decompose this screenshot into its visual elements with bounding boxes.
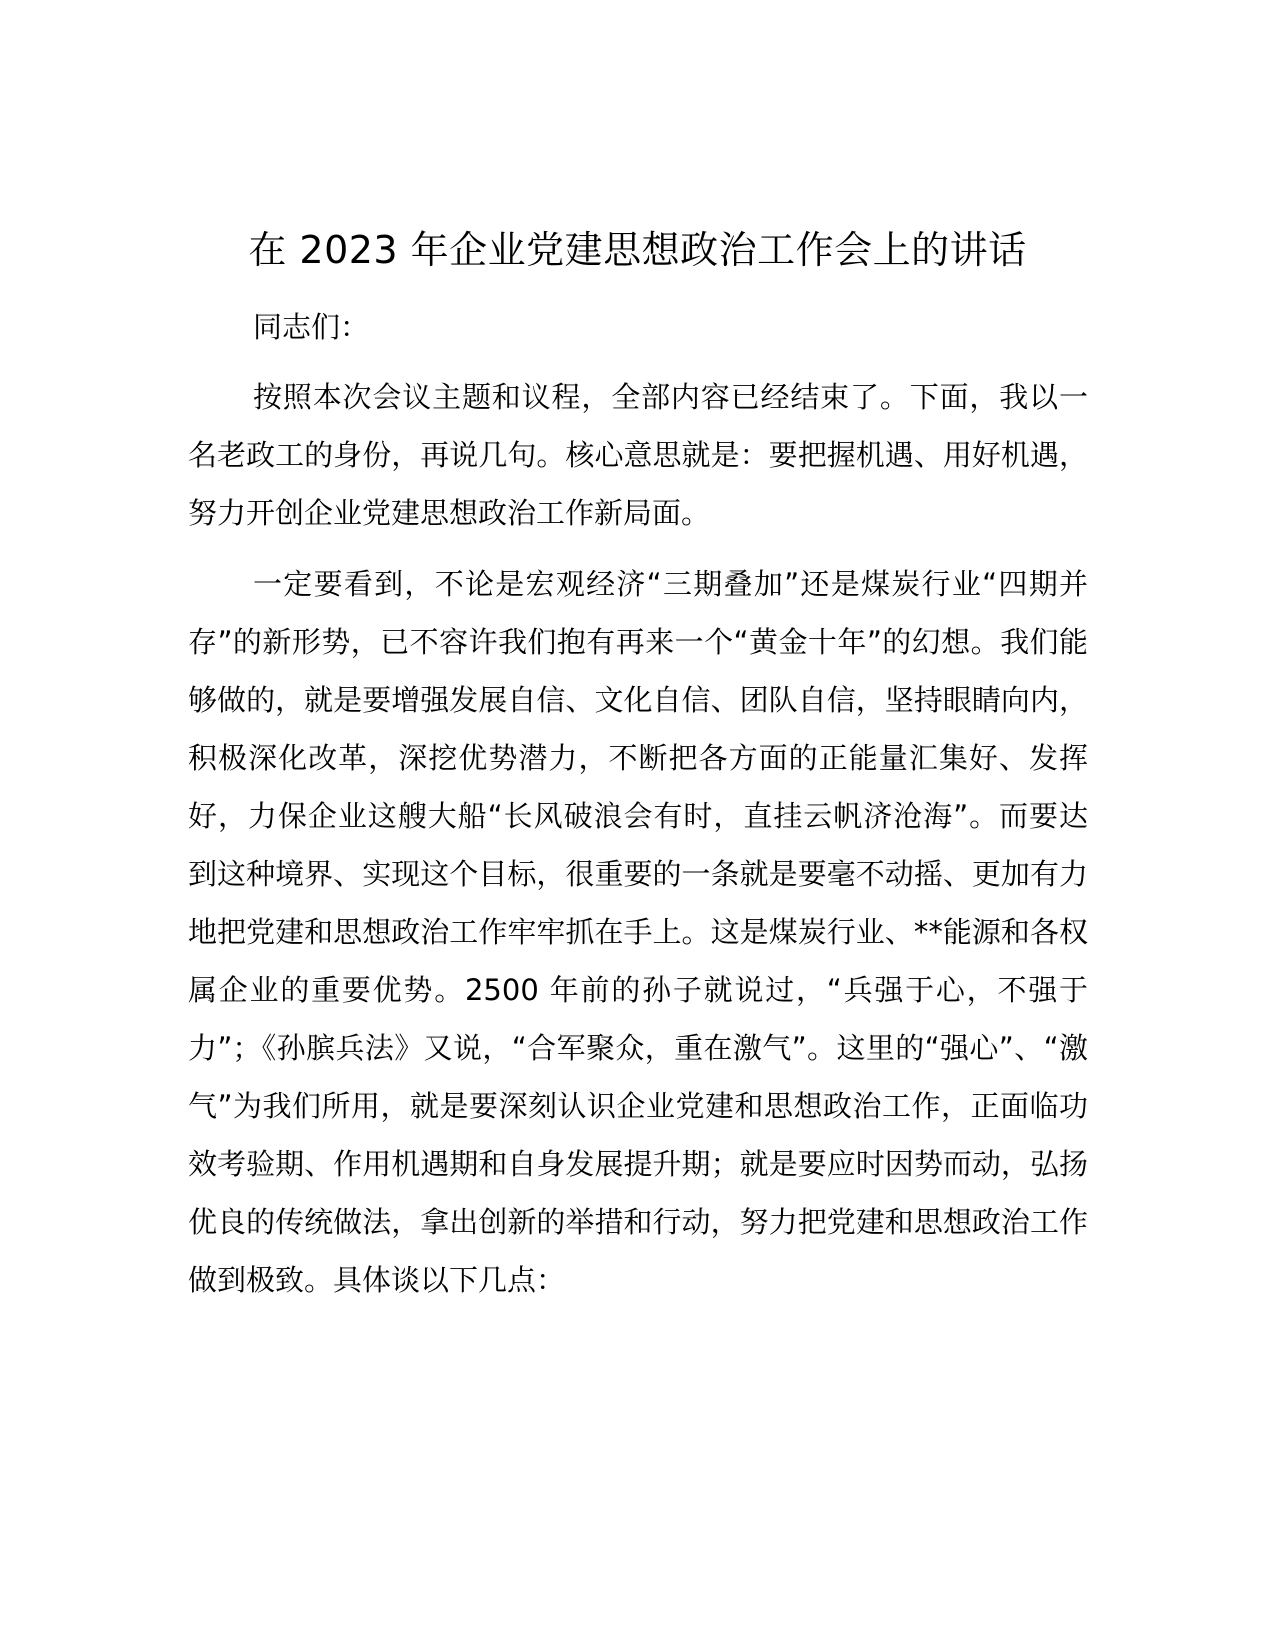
paragraph-1: 按照本次会议主题和议程，全部内容已经结束了。下面，我以一名老政工的身份，再说几句。核心意思就是：要把握机遇、用好机遇，努力开创企业党建思想政治工作新局面。 [188, 380, 1088, 530]
paragraph-2: 一定要看到，不论是宏观经济“三期叠加”还是煤炭行业“四期并存”的新形势，已不容许我们抱有再来一个“黄金十年”的幻想。我们能够做的，就是要增强发展自信、文化自信、团队自信，坚持眼睛向内，积极深化改革，深挖优势潜力，不断把各方面的正能量汇集好、发挥好，力保企业这艘大船“长风破浪会有时，直挂云帆济沧海”。而要达到这种境界、实现这个目标，很重要的一条就是要毫不动摇、更加有力地把党建和思想政治工作牢牢抓在手上。这是煤炭行业、**能源和各权属企业的重要优势。2500 年前的孙子就说过，“兵强于心，不强于力”；《孙膑兵法》又说，“合军聚众，重在激气”。这里的“强心”、“激气”为我们所用，就是要深刻认识企业党建和思想政治工作，正面临功效考验期、作用机遇期和自身发展提升期；就是要应时因势而动，弘扬优良的传统做法，拿出创新的举措和行动，努力把党建和思想政治工作做到极致。具体谈以下几点： [188, 567, 1088, 1297]
document-title: 在 2023 年企业党建思想政治工作会上的讲话 [248, 228, 1027, 272]
salutation: 同志们： [253, 310, 370, 344]
